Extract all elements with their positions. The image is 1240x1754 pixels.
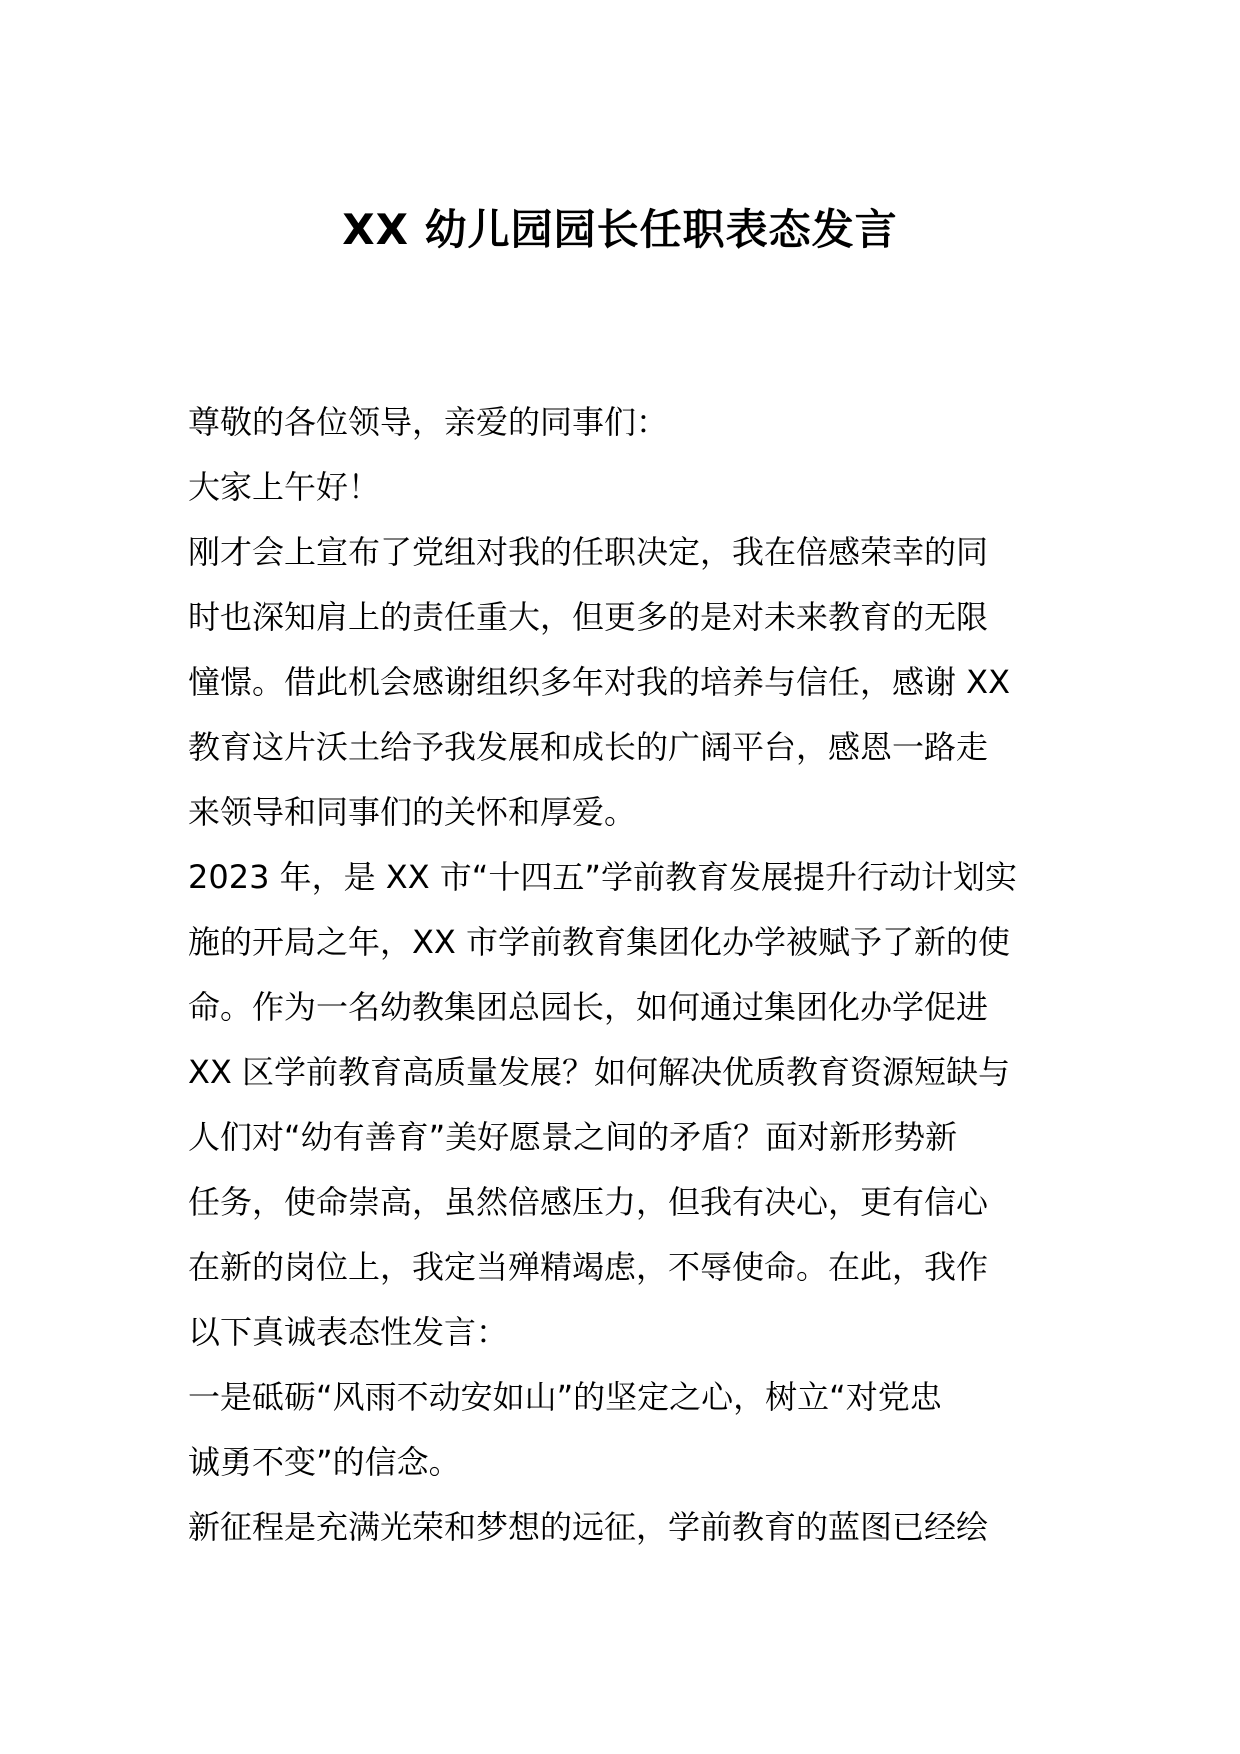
greeting-line: 大家上午好！ (188, 468, 381, 506)
body-line: 诚勇不变”的信念。 (188, 1443, 461, 1481)
salutation-line: 尊敬的各位领导，亲爱的同事们： (188, 403, 669, 441)
document-title: XX 幼儿园园长任职表态发言 (342, 205, 898, 254)
body-line: 施的开局之年，XX 市学前教育集团化办学被赋予了新的使 (188, 923, 1011, 961)
body-line: 任务，使命崇高，虽然倍感压力，但我有决心，更有信心 (188, 1183, 989, 1221)
body-line: 新征程是充满光荣和梦想的远征，学前教育的蓝图已经绘 (188, 1508, 989, 1546)
body-line: 憧憬。借此机会感谢组织多年对我的培养与信任，感谢 XX (188, 663, 1011, 701)
body-line: 命。作为一名幼教集团总园长，如何通过集团化办学促进 (188, 988, 989, 1026)
body-line: 2023 年，是 XX 市“十四五”学前教育发展提升行动计划实 (188, 858, 1017, 896)
body-line: 在新的岗位上，我定当殚精竭虑，不辱使命。在此，我作 (188, 1248, 989, 1286)
body-line: XX 区学前教育高质量发展？如何解决优质教育资源短缺与 (188, 1053, 1011, 1091)
body-line: 人们对“幼有善育”美好愿景之间的矛盾？面对新形势新 (188, 1118, 958, 1156)
body-line: 时也深知肩上的责任重大，但更多的是对未来教育的无限 (188, 598, 989, 636)
body-line: 以下真诚表态性发言： (188, 1313, 509, 1351)
body-line: 刚才会上宣布了党组对我的任职决定，我在倍感荣幸的同 (188, 533, 989, 571)
body-line: 来领导和同事们的关怀和厚爱。 (188, 793, 637, 831)
body-line: 一是砥砺“风雨不动安如山”的坚定之心，树立“对党忠 (188, 1378, 942, 1416)
document-body (188, 390, 1060, 1560)
body-line: 教育这片沃土给予我发展和成长的广阔平台，感恩一路走 (188, 728, 989, 766)
